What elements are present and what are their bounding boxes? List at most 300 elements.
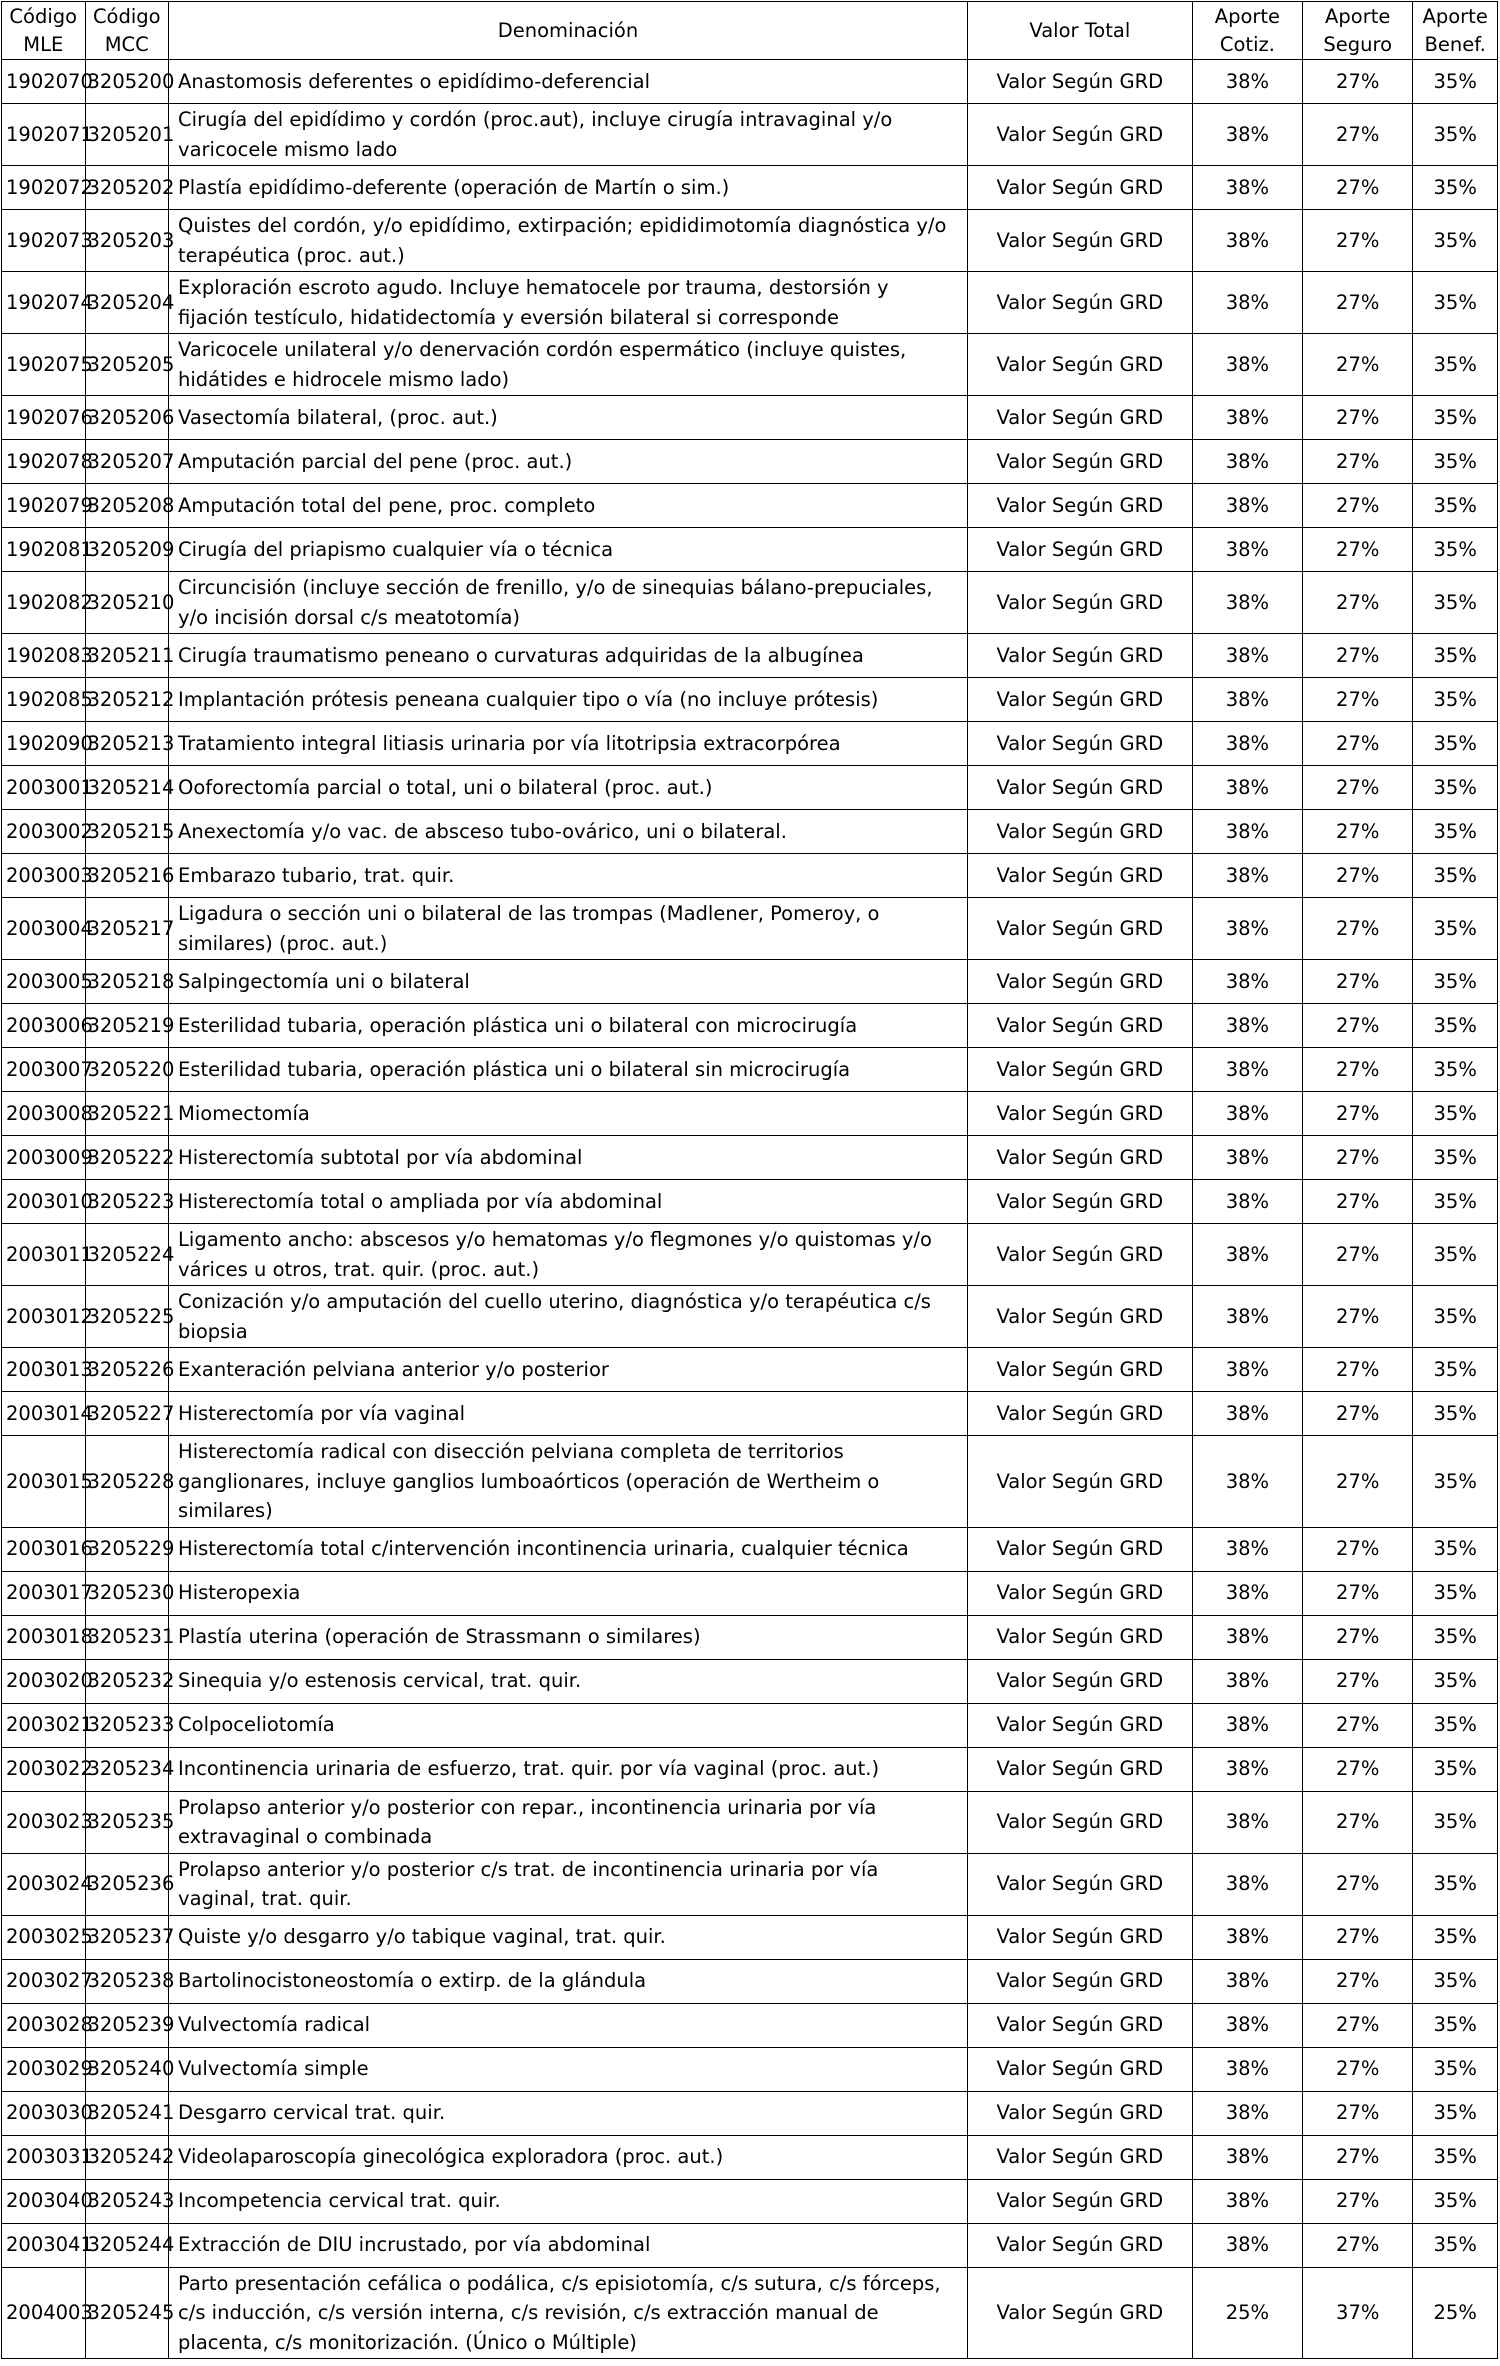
table-row bbox=[2, 60, 1498, 104]
cell-denominacion: Vasectomía bilateral, (proc. aut.) bbox=[169, 396, 968, 440]
cell-aporte-benef: 35% bbox=[1413, 1348, 1498, 1392]
cell-aporte-benef: 35% bbox=[1413, 1048, 1498, 1092]
cell-codigo-mle: 2003031 bbox=[2, 2135, 86, 2179]
cell-codigo-mcc: 3205213 bbox=[85, 722, 169, 766]
cell-aporte-cotiz: 38% bbox=[1192, 678, 1302, 722]
cell-aporte-cotiz: 38% bbox=[1192, 1659, 1302, 1703]
cell-codigo-mle: 2003006 bbox=[2, 1004, 86, 1048]
table-row bbox=[2, 528, 1498, 572]
cell-denominacion: Bartolinocistoneostomía o extirp. de la glándula bbox=[169, 1959, 968, 2003]
cell-aporte-cotiz: 38% bbox=[1192, 1959, 1302, 2003]
cell-valor-total: Valor Según GRD bbox=[967, 1747, 1192, 1791]
cell-valor-total: Valor Según GRD bbox=[967, 210, 1192, 272]
cell-aporte-cotiz: 38% bbox=[1192, 1286, 1302, 1348]
cell-aporte-cotiz: 38% bbox=[1192, 2091, 1302, 2135]
cell-aporte-cotiz: 38% bbox=[1192, 104, 1302, 166]
cell-aporte-seguro: 27% bbox=[1303, 1747, 1413, 1791]
table-row bbox=[2, 810, 1498, 854]
cell-aporte-benef: 35% bbox=[1413, 484, 1498, 528]
cell-aporte-benef: 35% bbox=[1413, 810, 1498, 854]
cell-codigo-mle: 2003015 bbox=[2, 1436, 86, 1528]
cell-denominacion: Colpoceliotomía bbox=[169, 1703, 968, 1747]
cell-denominacion: Implantación prótesis peneana cualquier tipo o vía (no incluye prótesis) bbox=[169, 678, 968, 722]
table-body bbox=[2, 60, 1498, 2359]
cell-codigo-mle: 2003017 bbox=[2, 1571, 86, 1615]
table-row bbox=[2, 1348, 1498, 1392]
cell-denominacion: Ooforectomía parcial o total, uni o bilateral (proc. aut.) bbox=[169, 766, 968, 810]
cell-denominacion: Videolaparoscopía ginecológica exploradora (proc. aut.) bbox=[169, 2135, 968, 2179]
cell-codigo-mcc: 3205203 bbox=[85, 210, 169, 272]
cell-aporte-seguro: 27% bbox=[1303, 572, 1413, 634]
cell-codigo-mle: 1902072 bbox=[2, 166, 86, 210]
cell-aporte-seguro: 27% bbox=[1303, 1004, 1413, 1048]
cell-codigo-mle: 1902073 bbox=[2, 210, 86, 272]
cell-codigo-mle: 2003001 bbox=[2, 766, 86, 810]
table-row bbox=[2, 722, 1498, 766]
cell-codigo-mcc: 3205218 bbox=[85, 960, 169, 1004]
cell-valor-total: Valor Según GRD bbox=[967, 1180, 1192, 1224]
cell-aporte-seguro: 27% bbox=[1303, 1392, 1413, 1436]
table-row bbox=[2, 766, 1498, 810]
cell-aporte-seguro: 27% bbox=[1303, 528, 1413, 572]
cell-codigo-mle: 2003041 bbox=[2, 2223, 86, 2267]
table-row bbox=[2, 1436, 1498, 1528]
cell-valor-total: Valor Según GRD bbox=[967, 1348, 1192, 1392]
cell-denominacion: Ligadura o sección uni o bilateral de las trompas (Madlener, Pomeroy, o similares) (proc. aut.) bbox=[169, 898, 968, 960]
cell-aporte-seguro: 27% bbox=[1303, 1224, 1413, 1286]
table-row bbox=[2, 440, 1498, 484]
cell-aporte-seguro: 27% bbox=[1303, 1436, 1413, 1528]
cell-aporte-cotiz: 38% bbox=[1192, 960, 1302, 1004]
cell-codigo-mle: 2003040 bbox=[2, 2179, 86, 2223]
cell-codigo-mle: 2003004 bbox=[2, 898, 86, 960]
cell-aporte-seguro: 27% bbox=[1303, 1527, 1413, 1571]
cell-aporte-benef: 25% bbox=[1413, 2267, 1498, 2359]
table-row bbox=[2, 1747, 1498, 1791]
cell-aporte-cotiz: 25% bbox=[1192, 2267, 1302, 2359]
cell-codigo-mle: 2003021 bbox=[2, 1703, 86, 1747]
table-row bbox=[2, 1527, 1498, 1571]
cell-aporte-benef: 35% bbox=[1413, 1747, 1498, 1791]
cell-aporte-benef: 35% bbox=[1413, 1224, 1498, 1286]
cell-denominacion: Conización y/o amputación del cuello uterino, diagnóstica y/o terapéutica c/s biopsia bbox=[169, 1286, 968, 1348]
cell-aporte-seguro: 27% bbox=[1303, 484, 1413, 528]
cell-denominacion: Vulvectomía radical bbox=[169, 2003, 968, 2047]
cell-aporte-seguro: 27% bbox=[1303, 634, 1413, 678]
cell-denominacion: Anastomosis deferentes o epidídimo-deferencial bbox=[169, 60, 968, 104]
cell-aporte-seguro: 27% bbox=[1303, 60, 1413, 104]
cell-codigo-mcc: 3205216 bbox=[85, 854, 169, 898]
cell-denominacion: Quistes del cordón, y/o epidídimo, extirpación; epididimotomía diagnóstica y/o terapéutica (proc. aut.) bbox=[169, 210, 968, 272]
cell-denominacion: Cirugía del priapismo cualquier vía o técnica bbox=[169, 528, 968, 572]
cell-valor-total: Valor Según GRD bbox=[967, 1853, 1192, 1915]
cell-valor-total: Valor Según GRD bbox=[967, 1703, 1192, 1747]
cell-valor-total: Valor Según GRD bbox=[967, 722, 1192, 766]
cell-aporte-seguro: 27% bbox=[1303, 2003, 1413, 2047]
cell-aporte-benef: 35% bbox=[1413, 722, 1498, 766]
cell-denominacion: Histerectomía total c/intervención incontinencia urinaria, cualquier técnica bbox=[169, 1527, 968, 1571]
cell-valor-total: Valor Según GRD bbox=[967, 1004, 1192, 1048]
cell-aporte-seguro: 27% bbox=[1303, 1959, 1413, 2003]
cell-aporte-benef: 35% bbox=[1413, 1527, 1498, 1571]
cell-codigo-mcc: 3205237 bbox=[85, 1915, 169, 1959]
table-row bbox=[2, 1915, 1498, 1959]
cell-denominacion: Amputación total del pene, proc. completo bbox=[169, 484, 968, 528]
table-row bbox=[2, 898, 1498, 960]
cell-codigo-mle: 2003009 bbox=[2, 1136, 86, 1180]
table-row bbox=[2, 2003, 1498, 2047]
header-codigo-mcc: Código MCC bbox=[85, 2, 169, 60]
cell-aporte-benef: 35% bbox=[1413, 210, 1498, 272]
cell-aporte-cotiz: 38% bbox=[1192, 1436, 1302, 1528]
cell-valor-total: Valor Según GRD bbox=[967, 2047, 1192, 2091]
cell-aporte-cotiz: 38% bbox=[1192, 1004, 1302, 1048]
cell-codigo-mle: 2003012 bbox=[2, 1286, 86, 1348]
cell-aporte-benef: 35% bbox=[1413, 440, 1498, 484]
cell-aporte-benef: 35% bbox=[1413, 1791, 1498, 1853]
cell-codigo-mcc: 3205227 bbox=[85, 1392, 169, 1436]
cell-codigo-mle: 2004003 bbox=[2, 2267, 86, 2359]
cell-aporte-cotiz: 38% bbox=[1192, 60, 1302, 104]
cell-valor-total: Valor Según GRD bbox=[967, 60, 1192, 104]
cell-aporte-cotiz: 38% bbox=[1192, 440, 1302, 484]
cell-codigo-mcc: 3205221 bbox=[85, 1092, 169, 1136]
cell-valor-total: Valor Según GRD bbox=[967, 2135, 1192, 2179]
cell-codigo-mcc: 3205205 bbox=[85, 334, 169, 396]
cell-denominacion: Histerectomía radical con disección pelviana completa de territorios ganglionares, incluye ganglios lumboaórticos (operación de Wertheim o similares) bbox=[169, 1436, 968, 1528]
cell-denominacion: Cirugía traumatismo peneano o curvaturas adquiridas de la albugínea bbox=[169, 634, 968, 678]
cell-valor-total: Valor Según GRD bbox=[967, 1791, 1192, 1853]
cell-aporte-benef: 35% bbox=[1413, 1004, 1498, 1048]
header-codigo-mle: Código MLE bbox=[2, 2, 86, 60]
cell-aporte-seguro: 27% bbox=[1303, 898, 1413, 960]
cell-aporte-benef: 35% bbox=[1413, 960, 1498, 1004]
cell-aporte-cotiz: 38% bbox=[1192, 854, 1302, 898]
cell-aporte-seguro: 27% bbox=[1303, 396, 1413, 440]
cell-aporte-cotiz: 38% bbox=[1192, 2135, 1302, 2179]
cell-aporte-seguro: 27% bbox=[1303, 1791, 1413, 1853]
header-row bbox=[2, 2, 1498, 60]
cell-codigo-mle: 1902090 bbox=[2, 722, 86, 766]
cell-aporte-seguro: 27% bbox=[1303, 678, 1413, 722]
cell-aporte-cotiz: 38% bbox=[1192, 810, 1302, 854]
cell-valor-total: Valor Según GRD bbox=[967, 678, 1192, 722]
table-row bbox=[2, 678, 1498, 722]
cell-valor-total: Valor Según GRD bbox=[967, 1092, 1192, 1136]
cell-aporte-cotiz: 38% bbox=[1192, 1048, 1302, 1092]
cell-aporte-seguro: 27% bbox=[1303, 2135, 1413, 2179]
cell-codigo-mle: 1902071 bbox=[2, 104, 86, 166]
table-row bbox=[2, 1703, 1498, 1747]
cell-codigo-mle: 2003020 bbox=[2, 1659, 86, 1703]
cell-valor-total: Valor Según GRD bbox=[967, 854, 1192, 898]
cell-codigo-mcc: 3205232 bbox=[85, 1659, 169, 1703]
cell-codigo-mcc: 3205223 bbox=[85, 1180, 169, 1224]
cell-valor-total: Valor Según GRD bbox=[967, 1436, 1192, 1528]
cell-aporte-cotiz: 38% bbox=[1192, 166, 1302, 210]
cell-aporte-seguro: 27% bbox=[1303, 1571, 1413, 1615]
cell-aporte-benef: 35% bbox=[1413, 1959, 1498, 2003]
cell-denominacion: Histerectomía total o ampliada por vía abdominal bbox=[169, 1180, 968, 1224]
cell-codigo-mle: 2003024 bbox=[2, 1853, 86, 1915]
table-row bbox=[2, 2135, 1498, 2179]
header-aporte-seguro: Aporte Seguro bbox=[1303, 2, 1413, 60]
cell-codigo-mcc: 3205215 bbox=[85, 810, 169, 854]
cell-aporte-seguro: 27% bbox=[1303, 2179, 1413, 2223]
table-row bbox=[2, 1659, 1498, 1703]
cell-codigo-mle: 1902078 bbox=[2, 440, 86, 484]
cell-codigo-mle: 2003023 bbox=[2, 1791, 86, 1853]
cell-aporte-benef: 35% bbox=[1413, 334, 1498, 396]
cell-aporte-cotiz: 38% bbox=[1192, 484, 1302, 528]
cell-valor-total: Valor Según GRD bbox=[967, 1615, 1192, 1659]
cell-codigo-mcc: 3205200 bbox=[85, 60, 169, 104]
cell-denominacion: Esterilidad tubaria, operación plástica uni o bilateral con microcirugía bbox=[169, 1004, 968, 1048]
cell-aporte-seguro: 27% bbox=[1303, 210, 1413, 272]
cell-codigo-mle: 2003011 bbox=[2, 1224, 86, 1286]
cell-aporte-seguro: 27% bbox=[1303, 810, 1413, 854]
cell-aporte-benef: 35% bbox=[1413, 1180, 1498, 1224]
table-row bbox=[2, 2267, 1498, 2359]
cell-codigo-mle: 2003008 bbox=[2, 1092, 86, 1136]
cell-codigo-mcc: 3205235 bbox=[85, 1791, 169, 1853]
cell-valor-total: Valor Según GRD bbox=[967, 960, 1192, 1004]
cell-denominacion: Plastía uterina (operación de Strassmann o similares) bbox=[169, 1615, 968, 1659]
cell-aporte-seguro: 27% bbox=[1303, 960, 1413, 1004]
cell-denominacion: Desgarro cervical trat. quir. bbox=[169, 2091, 968, 2135]
cell-aporte-seguro: 27% bbox=[1303, 766, 1413, 810]
cell-aporte-cotiz: 38% bbox=[1192, 2179, 1302, 2223]
cell-aporte-benef: 35% bbox=[1413, 104, 1498, 166]
cell-aporte-cotiz: 38% bbox=[1192, 1180, 1302, 1224]
header-aporte-cotiz: Aporte Cotiz. bbox=[1192, 2, 1302, 60]
cell-aporte-cotiz: 38% bbox=[1192, 210, 1302, 272]
cell-valor-total: Valor Según GRD bbox=[967, 1136, 1192, 1180]
cell-valor-total: Valor Según GRD bbox=[967, 810, 1192, 854]
table-row bbox=[2, 1004, 1498, 1048]
cell-denominacion: Extracción de DIU incrustado, por vía abdominal bbox=[169, 2223, 968, 2267]
cell-aporte-benef: 35% bbox=[1413, 634, 1498, 678]
cell-aporte-seguro: 27% bbox=[1303, 1659, 1413, 1703]
cell-denominacion: Quiste y/o desgarro y/o tabique vaginal, trat. quir. bbox=[169, 1915, 968, 1959]
cell-codigo-mcc: 3205222 bbox=[85, 1136, 169, 1180]
table-row bbox=[2, 572, 1498, 634]
cell-denominacion: Exanteración pelviana anterior y/o posterior bbox=[169, 1348, 968, 1392]
cell-aporte-seguro: 27% bbox=[1303, 1180, 1413, 1224]
cell-aporte-seguro: 27% bbox=[1303, 104, 1413, 166]
cell-denominacion: Histerectomía por vía vaginal bbox=[169, 1392, 968, 1436]
cell-aporte-benef: 35% bbox=[1413, 1853, 1498, 1915]
cell-codigo-mcc: 3205226 bbox=[85, 1348, 169, 1392]
cell-aporte-seguro: 27% bbox=[1303, 1092, 1413, 1136]
table-row bbox=[2, 1180, 1498, 1224]
cell-aporte-cotiz: 38% bbox=[1192, 1092, 1302, 1136]
table-row bbox=[2, 634, 1498, 678]
cell-denominacion: Exploración escroto agudo. Incluye hematocele por trauma, destorsión y fijación testículo, hidatidectomía y eversión bilateral si corresponde bbox=[169, 272, 968, 334]
cell-aporte-seguro: 27% bbox=[1303, 1853, 1413, 1915]
cell-valor-total: Valor Según GRD bbox=[967, 1959, 1192, 2003]
cell-denominacion: Prolapso anterior y/o posterior con repar., incontinencia urinaria por vía extravaginal o combinada bbox=[169, 1791, 968, 1853]
cell-aporte-seguro: 27% bbox=[1303, 334, 1413, 396]
table-row bbox=[2, 1224, 1498, 1286]
cell-valor-total: Valor Según GRD bbox=[967, 528, 1192, 572]
cell-aporte-cotiz: 38% bbox=[1192, 1915, 1302, 1959]
cell-valor-total: Valor Según GRD bbox=[967, 1915, 1192, 1959]
cell-aporte-cotiz: 38% bbox=[1192, 272, 1302, 334]
cell-aporte-cotiz: 38% bbox=[1192, 1348, 1302, 1392]
cell-valor-total: Valor Según GRD bbox=[967, 2267, 1192, 2359]
cell-codigo-mcc: 3205211 bbox=[85, 634, 169, 678]
cell-valor-total: Valor Según GRD bbox=[967, 634, 1192, 678]
cell-aporte-benef: 35% bbox=[1413, 1436, 1498, 1528]
cell-codigo-mcc: 3205234 bbox=[85, 1747, 169, 1791]
cell-denominacion: Prolapso anterior y/o posterior c/s trat. de incontinencia urinaria por vía vaginal, trat. quir. bbox=[169, 1853, 968, 1915]
cell-aporte-benef: 35% bbox=[1413, 1136, 1498, 1180]
table-row bbox=[2, 2179, 1498, 2223]
cell-codigo-mcc: 3205209 bbox=[85, 528, 169, 572]
cell-aporte-benef: 35% bbox=[1413, 1615, 1498, 1659]
cell-denominacion: Amputación parcial del pene (proc. aut.) bbox=[169, 440, 968, 484]
cell-codigo-mcc: 3205225 bbox=[85, 1286, 169, 1348]
cell-codigo-mcc: 3205229 bbox=[85, 1527, 169, 1571]
cell-codigo-mle: 2003030 bbox=[2, 2091, 86, 2135]
table-row bbox=[2, 960, 1498, 1004]
cell-valor-total: Valor Según GRD bbox=[967, 1659, 1192, 1703]
cell-codigo-mcc: 3205212 bbox=[85, 678, 169, 722]
cell-aporte-cotiz: 38% bbox=[1192, 1527, 1302, 1571]
cell-codigo-mcc: 3205228 bbox=[85, 1436, 169, 1528]
header-valor-total: Valor Total bbox=[967, 2, 1192, 60]
cell-aporte-seguro: 27% bbox=[1303, 1136, 1413, 1180]
cell-codigo-mle: 2003013 bbox=[2, 1348, 86, 1392]
cell-denominacion: Sinequia y/o estenosis cervical, trat. quir. bbox=[169, 1659, 968, 1703]
cell-aporte-seguro: 27% bbox=[1303, 722, 1413, 766]
cell-codigo-mle: 1902083 bbox=[2, 634, 86, 678]
cell-denominacion: Tratamiento integral litiasis urinaria por vía litotripsia extracorpórea bbox=[169, 722, 968, 766]
table-row bbox=[2, 1853, 1498, 1915]
cell-codigo-mle: 1902075 bbox=[2, 334, 86, 396]
cell-codigo-mcc: 3205207 bbox=[85, 440, 169, 484]
cell-aporte-seguro: 27% bbox=[1303, 440, 1413, 484]
cell-valor-total: Valor Según GRD bbox=[967, 1286, 1192, 1348]
cell-aporte-seguro: 27% bbox=[1303, 2091, 1413, 2135]
table-row bbox=[2, 166, 1498, 210]
cell-aporte-cotiz: 38% bbox=[1192, 572, 1302, 634]
cell-denominacion: Miomectomía bbox=[169, 1092, 968, 1136]
cell-aporte-benef: 35% bbox=[1413, 1659, 1498, 1703]
cell-aporte-seguro: 27% bbox=[1303, 854, 1413, 898]
cell-codigo-mle: 1902074 bbox=[2, 272, 86, 334]
cell-valor-total: Valor Según GRD bbox=[967, 104, 1192, 166]
cell-codigo-mcc: 3205230 bbox=[85, 1571, 169, 1615]
cell-aporte-benef: 35% bbox=[1413, 2223, 1498, 2267]
cell-codigo-mle: 2003002 bbox=[2, 810, 86, 854]
cell-codigo-mcc: 3205244 bbox=[85, 2223, 169, 2267]
cell-aporte-seguro: 27% bbox=[1303, 272, 1413, 334]
cell-aporte-cotiz: 38% bbox=[1192, 396, 1302, 440]
cell-valor-total: Valor Según GRD bbox=[967, 572, 1192, 634]
cell-codigo-mle: 1902079 bbox=[2, 484, 86, 528]
cell-denominacion: Parto presentación cefálica o podálica, c/s episiotomía, c/s sutura, c/s fórceps, c/s inducción, c/s versión interna, c/s revisión, c/s extracción manual de placenta, c/s monitorización. (Único o Múltiple) bbox=[169, 2267, 968, 2359]
cell-codigo-mle: 1902082 bbox=[2, 572, 86, 634]
cell-aporte-cotiz: 38% bbox=[1192, 766, 1302, 810]
cell-codigo-mle: 1902070 bbox=[2, 60, 86, 104]
table-row bbox=[2, 1392, 1498, 1436]
cell-aporte-cotiz: 38% bbox=[1192, 2003, 1302, 2047]
cell-codigo-mcc: 3205206 bbox=[85, 396, 169, 440]
cell-aporte-benef: 35% bbox=[1413, 1571, 1498, 1615]
table-row bbox=[2, 1615, 1498, 1659]
cell-codigo-mcc: 3205241 bbox=[85, 2091, 169, 2135]
cell-valor-total: Valor Según GRD bbox=[967, 334, 1192, 396]
cell-denominacion: Histerectomía subtotal por vía abdominal bbox=[169, 1136, 968, 1180]
cell-valor-total: Valor Según GRD bbox=[967, 2179, 1192, 2223]
cell-codigo-mcc: 3205220 bbox=[85, 1048, 169, 1092]
table-row bbox=[2, 854, 1498, 898]
cell-aporte-benef: 35% bbox=[1413, 1703, 1498, 1747]
table-row bbox=[2, 396, 1498, 440]
cell-aporte-seguro: 27% bbox=[1303, 1615, 1413, 1659]
cell-codigo-mle: 2003003 bbox=[2, 854, 86, 898]
cell-denominacion: Vulvectomía simple bbox=[169, 2047, 968, 2091]
cell-denominacion: Ligamento ancho: abscesos y/o hematomas y/o flegmones y/o quistomas y/o várices u otros, trat. quir. (proc. aut.) bbox=[169, 1224, 968, 1286]
cell-aporte-cotiz: 38% bbox=[1192, 634, 1302, 678]
cell-aporte-benef: 35% bbox=[1413, 2003, 1498, 2047]
cell-codigo-mle: 2003025 bbox=[2, 1915, 86, 1959]
cell-codigo-mle: 2003028 bbox=[2, 2003, 86, 2047]
cell-codigo-mle: 2003014 bbox=[2, 1392, 86, 1436]
cell-aporte-cotiz: 38% bbox=[1192, 1853, 1302, 1915]
cell-aporte-benef: 35% bbox=[1413, 396, 1498, 440]
cell-valor-total: Valor Según GRD bbox=[967, 1224, 1192, 1286]
table-row bbox=[2, 1286, 1498, 1348]
cell-codigo-mcc: 3205243 bbox=[85, 2179, 169, 2223]
cell-aporte-seguro: 27% bbox=[1303, 1348, 1413, 1392]
cell-valor-total: Valor Según GRD bbox=[967, 1392, 1192, 1436]
cell-denominacion: Esterilidad tubaria, operación plástica uni o bilateral sin microcirugía bbox=[169, 1048, 968, 1092]
cell-codigo-mcc: 3205242 bbox=[85, 2135, 169, 2179]
cell-aporte-benef: 35% bbox=[1413, 1392, 1498, 1436]
cell-denominacion: Incontinencia urinaria de esfuerzo, trat. quir. por vía vaginal (proc. aut.) bbox=[169, 1747, 968, 1791]
table-row bbox=[2, 2091, 1498, 2135]
cell-codigo-mcc: 3205231 bbox=[85, 1615, 169, 1659]
procedures-table bbox=[1, 1, 1498, 2359]
table-row bbox=[2, 2047, 1498, 2091]
table-row bbox=[2, 1136, 1498, 1180]
cell-valor-total: Valor Según GRD bbox=[967, 166, 1192, 210]
cell-codigo-mcc: 3205245 bbox=[85, 2267, 169, 2359]
cell-aporte-seguro: 27% bbox=[1303, 1048, 1413, 1092]
cell-denominacion: Varicocele unilateral y/o denervación cordón espermático (incluye quistes, hidátides e hidrocele mismo lado) bbox=[169, 334, 968, 396]
cell-codigo-mcc: 3205219 bbox=[85, 1004, 169, 1048]
cell-codigo-mcc: 3205201 bbox=[85, 104, 169, 166]
cell-aporte-benef: 35% bbox=[1413, 2091, 1498, 2135]
table-row bbox=[2, 272, 1498, 334]
cell-aporte-benef: 35% bbox=[1413, 2179, 1498, 2223]
cell-aporte-cotiz: 38% bbox=[1192, 334, 1302, 396]
cell-aporte-cotiz: 38% bbox=[1192, 1703, 1302, 1747]
cell-aporte-cotiz: 38% bbox=[1192, 1615, 1302, 1659]
table-row bbox=[2, 1791, 1498, 1853]
cell-aporte-cotiz: 38% bbox=[1192, 2223, 1302, 2267]
table-row bbox=[2, 2223, 1498, 2267]
cell-denominacion: Histeropexia bbox=[169, 1571, 968, 1615]
cell-codigo-mcc: 3205204 bbox=[85, 272, 169, 334]
cell-valor-total: Valor Según GRD bbox=[967, 1527, 1192, 1571]
cell-aporte-cotiz: 38% bbox=[1192, 898, 1302, 960]
cell-aporte-seguro: 27% bbox=[1303, 166, 1413, 210]
cell-aporte-cotiz: 38% bbox=[1192, 1392, 1302, 1436]
